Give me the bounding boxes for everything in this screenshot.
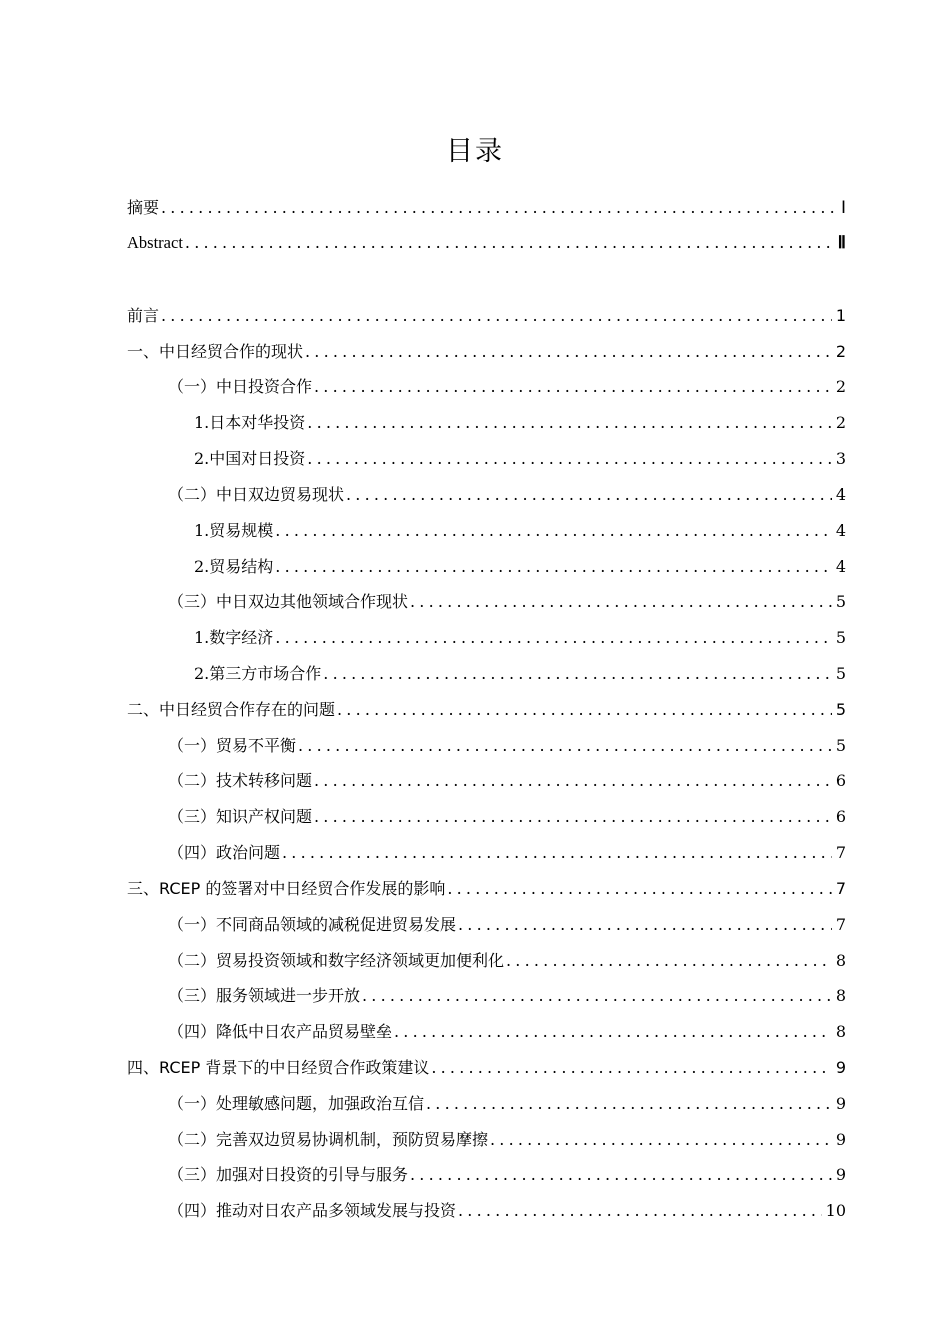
- dot-leader: [305, 337, 832, 367]
- dot-leader: [362, 981, 832, 1011]
- dot-leader: [307, 408, 832, 438]
- toc-entry[interactable]: [127, 193, 846, 223]
- toc-entry-label: （四）推动对日农产品多领域发展与投资: [168, 1201, 457, 1220]
- dot-leader: [410, 1160, 832, 1190]
- toc-entry[interactable]: [168, 731, 846, 761]
- toc-entry-label: 1.日本对华投资: [194, 413, 306, 432]
- dot-leader: [307, 444, 832, 474]
- toc-entry[interactable]: [168, 946, 846, 976]
- dot-leader: [275, 516, 832, 546]
- toc-entry[interactable]: [168, 910, 846, 940]
- toc-entry[interactable]: [168, 981, 846, 1011]
- toc-entry-page: 5: [835, 736, 846, 755]
- toc-entry-label: 一、中日经贸合作的现状: [127, 342, 304, 361]
- dot-leader: [346, 480, 832, 510]
- toc-entry[interactable]: [194, 408, 846, 438]
- dot-leader: [275, 552, 832, 582]
- dot-leader: [161, 301, 832, 331]
- toc-entry-page: 1: [835, 306, 846, 325]
- dot-leader: [458, 1196, 822, 1226]
- toc-entry-label: 摘要: [127, 198, 160, 217]
- toc-entry[interactable]: [168, 1089, 846, 1119]
- toc-entry-label: （一）处理敏感问题，加强政治互信: [168, 1094, 425, 1113]
- dot-leader: [298, 731, 832, 761]
- toc-entry-page: 9: [835, 1094, 846, 1113]
- dot-leader: [314, 802, 832, 832]
- toc-entry-label: （三）加强对日投资的引导与服务: [168, 1165, 409, 1184]
- toc-entry[interactable]: [168, 1125, 846, 1155]
- toc-entry-label: 前言: [127, 306, 160, 325]
- dot-leader: [314, 766, 832, 796]
- toc-entry-page: 9: [835, 1058, 846, 1077]
- dot-leader: [161, 193, 837, 223]
- toc-entry-label: （一）贸易不平衡: [168, 736, 297, 755]
- toc-entry[interactable]: [168, 480, 846, 510]
- toc-entry[interactable]: [127, 337, 846, 367]
- toc-entry-label: （一）不同商品领域的减税促进贸易发展: [168, 915, 457, 934]
- toc-entry-label: （三）服务领域进一步开放: [168, 986, 361, 1005]
- toc-entry-page: 6: [835, 771, 846, 790]
- toc-entry-page: 6: [835, 807, 846, 826]
- toc-entry[interactable]: [127, 1053, 846, 1083]
- dot-leader: [410, 587, 832, 617]
- toc-entry-label: 2.第三方市场合作: [194, 664, 322, 683]
- toc-entry-page: 4: [835, 521, 846, 540]
- toc-entry-label: （二）贸易投资领域和数字经济领域更加便利化: [168, 951, 505, 970]
- toc-entry-page: 5: [835, 700, 846, 719]
- toc-entry-label: （一）中日投资合作: [168, 377, 313, 396]
- toc-entry-label: 三、RCEP 的签署对中日经贸合作发展的影响: [127, 879, 446, 898]
- toc-entry-label: 2.中国对日投资: [194, 449, 306, 468]
- toc-entry[interactable]: [194, 623, 846, 653]
- toc-entry-page: 8: [835, 986, 846, 1005]
- toc-entry-label: 2.贸易结构: [194, 557, 274, 576]
- toc-entry[interactable]: [168, 838, 846, 868]
- toc-entry-label: （四）降低中日农产品贸易壁垒: [168, 1022, 393, 1041]
- toc-entry-page: 9: [835, 1165, 846, 1184]
- toc-entry[interactable]: [168, 1196, 846, 1226]
- toc-entry-label: 二、中日经贸合作存在的问题: [127, 700, 336, 719]
- toc-entry-page: 5: [835, 664, 846, 683]
- toc-entry-page: Ⅰ: [840, 198, 846, 217]
- toc-entry-label: Abstract: [127, 233, 183, 252]
- toc-entry-label: （三）知识产权问题: [168, 807, 313, 826]
- dot-leader: [490, 1125, 832, 1155]
- toc-entry-page: 5: [835, 592, 846, 611]
- toc-entry-page: 5: [835, 628, 846, 647]
- toc-entry[interactable]: [194, 659, 846, 689]
- toc-entry[interactable]: [168, 766, 846, 796]
- toc-entry[interactable]: [194, 516, 846, 546]
- toc-title: 目录: [446, 136, 504, 167]
- toc-entry-page: 2: [835, 377, 846, 396]
- toc-entry[interactable]: [194, 444, 846, 474]
- toc-entry-page: Ⅱ: [837, 233, 846, 252]
- toc-entry-page: 2: [835, 342, 846, 361]
- toc-entry-page: 7: [835, 843, 846, 862]
- dot-leader: [275, 623, 832, 653]
- toc-entry[interactable]: [168, 1017, 846, 1047]
- toc-entry[interactable]: [127, 301, 846, 331]
- toc-entry[interactable]: [127, 695, 846, 725]
- dot-leader: [447, 874, 831, 904]
- toc-entry-page: 10: [825, 1201, 846, 1220]
- toc-entry[interactable]: [127, 228, 846, 258]
- toc-entry-page: 7: [835, 879, 846, 898]
- toc-entry[interactable]: [127, 874, 846, 904]
- toc-entry-label: （三）中日双边其他领域合作现状: [168, 592, 409, 611]
- toc-entry-page: 8: [835, 1022, 846, 1041]
- toc-entry-label: （二）技术转移问题: [168, 771, 313, 790]
- dot-leader: [185, 228, 834, 258]
- toc-entry-page: 7: [835, 915, 846, 934]
- toc-entry-page: 9: [835, 1130, 846, 1149]
- dot-leader: [431, 1053, 831, 1083]
- toc-entry-label: （四）政治问题: [168, 843, 281, 862]
- dot-leader: [394, 1017, 832, 1047]
- dot-leader: [458, 910, 832, 940]
- toc-entry-page: 3: [835, 449, 846, 468]
- toc-entry-page: 4: [835, 485, 846, 504]
- toc-entry[interactable]: [168, 802, 846, 832]
- toc-entry-label: 1.数字经济: [194, 628, 274, 647]
- toc-entry[interactable]: [168, 372, 846, 402]
- toc-entry[interactable]: [194, 552, 846, 582]
- toc-entry[interactable]: [168, 1160, 846, 1190]
- toc-entry-label: 1.贸易规模: [194, 521, 274, 540]
- toc-entry-label: （二）完善双边贸易协调机制，预防贸易摩擦: [168, 1130, 489, 1149]
- dot-leader: [506, 946, 832, 976]
- dot-leader: [337, 695, 832, 725]
- toc-entry-label: （二）中日双边贸易现状: [168, 485, 345, 504]
- dot-leader: [323, 659, 832, 689]
- toc-entry[interactable]: [168, 587, 846, 617]
- dot-leader: [282, 838, 832, 868]
- dot-leader: [314, 372, 832, 402]
- toc-entry-page: 4: [835, 557, 846, 576]
- toc-entry-page: 2: [835, 413, 846, 432]
- dot-leader: [426, 1089, 832, 1119]
- toc-entry-label: 四、RCEP 背景下的中日经贸合作政策建议: [127, 1058, 430, 1077]
- toc-entry-page: 8: [835, 951, 846, 970]
